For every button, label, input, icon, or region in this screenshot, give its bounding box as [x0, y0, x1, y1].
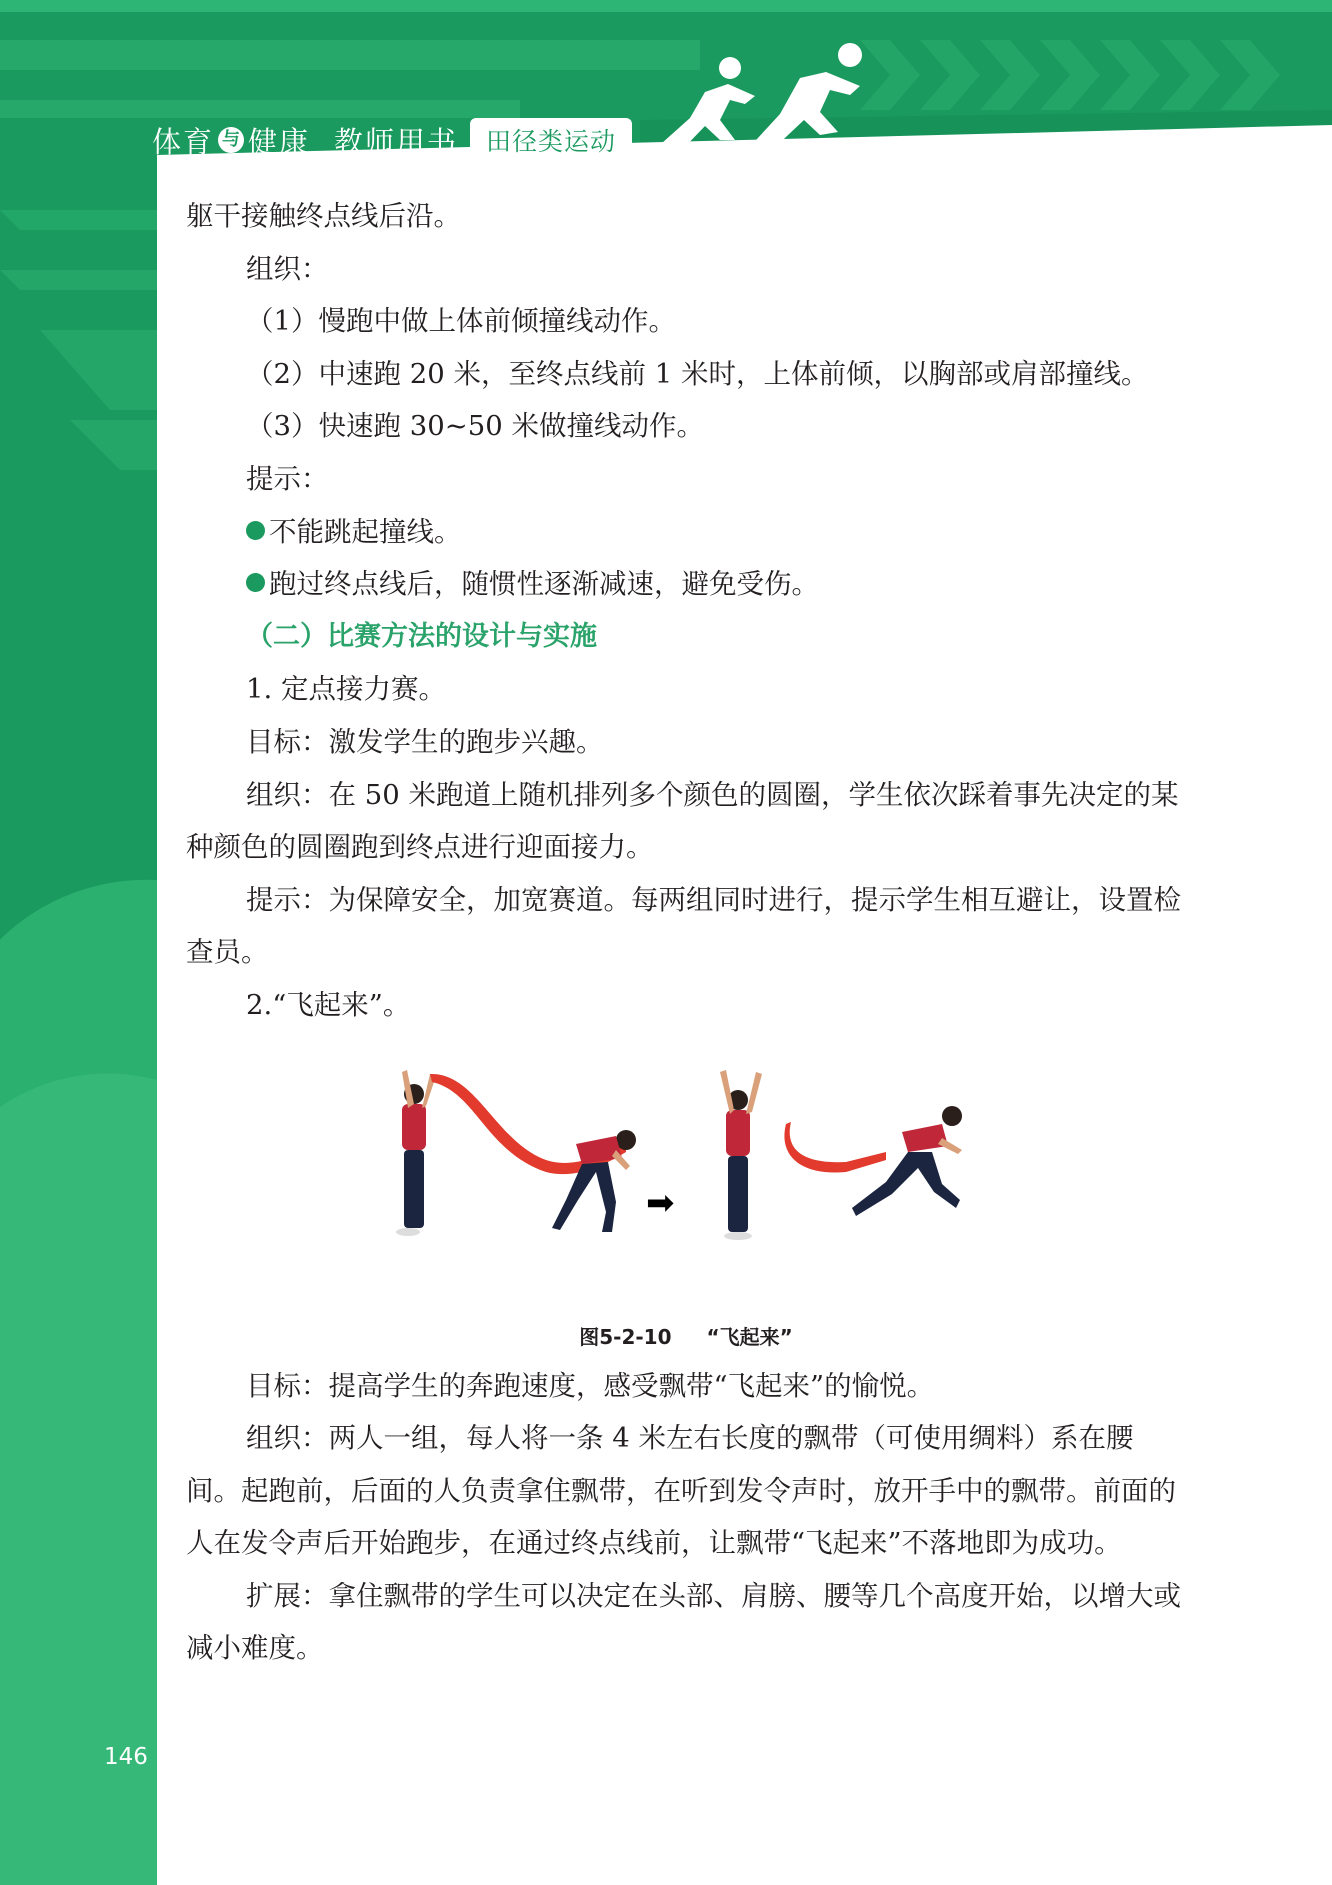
running-header	[152, 118, 632, 162]
figure-flying-ribbon	[186, 1032, 1186, 1360]
title-badge: 与	[218, 127, 244, 153]
student-holding-ribbon	[396, 1070, 436, 1236]
book-title-right: 健康	[248, 124, 311, 159]
paragraph-continuation: 躯干接触终点线后沿。	[186, 200, 461, 232]
tip-text: 不能跳起撞线。	[269, 515, 462, 548]
game1-tip: 提示：为保障安全，加宽赛道。每两组同时进行，提示学生相互避让，设置检查员。	[186, 883, 1181, 969]
figure-title: “飞起来”	[706, 1324, 793, 1349]
tip-text: 跑过终点线后，随惯性逐渐减速，避免受伤。	[269, 568, 819, 601]
arrow-right-icon: ➡	[646, 1182, 675, 1223]
student-running-start	[552, 1130, 636, 1232]
book-subtitle: 教师用书	[334, 124, 459, 159]
section-tag: 田径类运动	[470, 118, 632, 162]
bullet-icon	[246, 521, 265, 540]
bullet-icon	[246, 573, 265, 592]
game2-organization: 组织：两人一组，每人将一条 4 米左右长度的飘带（可使用绸料）系在腰间。起跑前，后面的人负责拿住飘带，在听到发令声时，放开手中的飘带。前面的人在发令声后开始跑步，在通过终点线前，让飘带“飞起来”不落地即为成功。	[186, 1422, 1176, 1560]
main-content	[186, 190, 1186, 1675]
tip-item	[186, 558, 1186, 611]
organization-label: 组织：	[246, 252, 329, 285]
organization-item: （1）慢跑中做上体前倾撞线动作。	[246, 305, 676, 338]
book-title-left: 体育	[152, 124, 215, 159]
section-heading: （二）比赛方法的设计与实施	[246, 620, 597, 652]
game2-extension: 扩展：拿住飘带的学生可以决定在头部、肩膀、腰等几个高度开始，以增大或减小难度。	[186, 1579, 1181, 1665]
game1-goal: 目标：激发学生的跑步兴趣。	[246, 725, 604, 758]
game2-title: 2.“飞起来”。	[246, 988, 411, 1021]
game1-title: 1. 定点接力赛。	[246, 673, 446, 706]
organization-item: （3）快速跑 30~50 米做撞线动作。	[246, 410, 705, 443]
game1-organization: 组织：在 50 米跑道上随机排列多个颜色的圆圈，学生依次踩着事先决定的某种颜色的圆圈跑到终点进行迎面接力。	[186, 778, 1179, 864]
tip-item	[186, 506, 1186, 559]
page-number: 146	[104, 1744, 148, 1770]
tips-label: 提示：	[246, 462, 329, 495]
figure-caption	[186, 1322, 1186, 1352]
figure-label: 图5-2-10	[579, 1324, 672, 1349]
student-arms-up	[720, 1070, 762, 1240]
organization-item: （2）中速跑 20 米，至终点线前 1 米时，上体前倾，以胸部或肩部撞线。	[246, 357, 1149, 390]
game2-goal: 目标：提高学生的奔跑速度，感受飘带“飞起来”的愉悦。	[246, 1369, 935, 1402]
ribbon-photos	[186, 1032, 1186, 1322]
ribbon-red-2	[784, 1122, 886, 1173]
